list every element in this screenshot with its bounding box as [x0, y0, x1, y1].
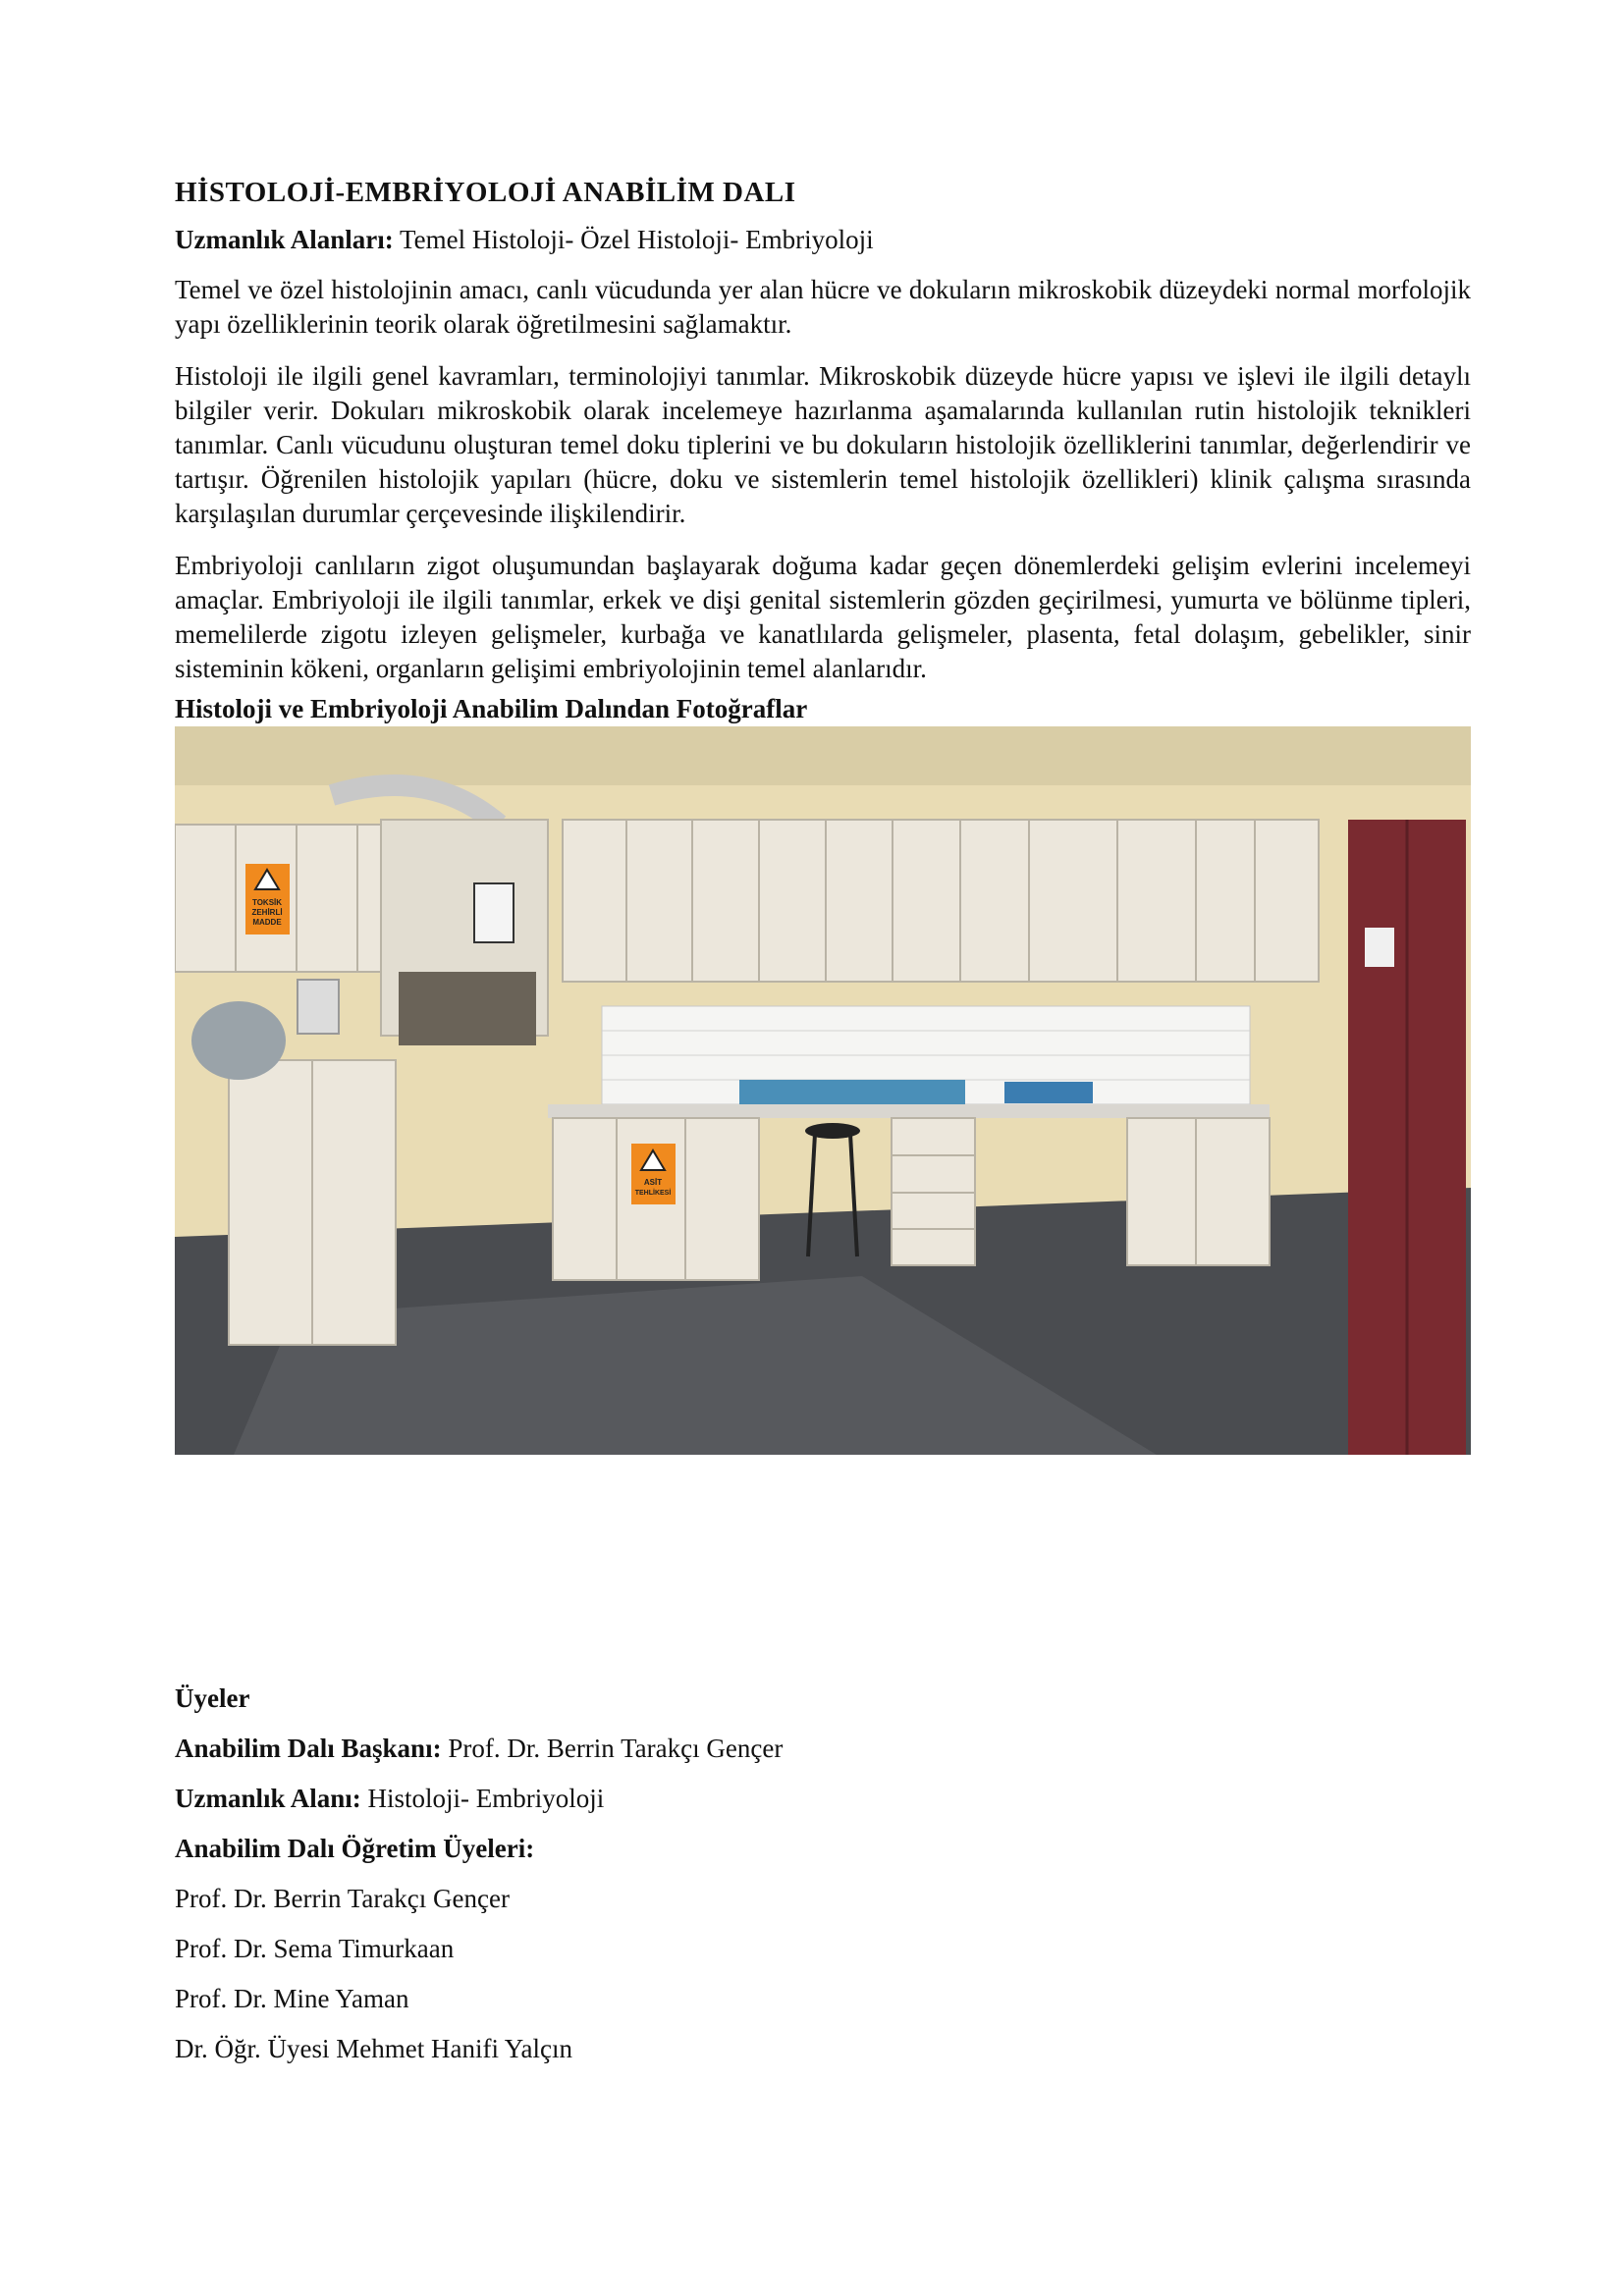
specialty-area-label: Uzmanlık Alanı:	[175, 1784, 361, 1813]
page-title: HİSTOLOJİ-EMBRİYOLOJİ ANABİLİM DALI	[175, 177, 796, 208]
lab-photo	[175, 726, 1471, 1455]
faculty-member: Prof. Dr. Mine Yaman	[175, 1984, 409, 2013]
members-heading: Üyeler	[175, 1683, 250, 1713]
bench-glassware	[739, 1080, 965, 1107]
red-locker	[1348, 820, 1466, 1455]
toxic-sign-line-2: ZEHİRLİ	[251, 908, 283, 917]
faculty-member: Prof. Dr. Sema Timurkaan	[175, 1934, 455, 1963]
acid-sign-line-2: TEHLİKESİ	[634, 1190, 672, 1197]
paragraph-1: Temel ve özel histolojinin amacı, canlı vücudunda yer alan hücre ve dokuların mikroskobik düzeydeki normal morfolojik yapı özelliklerinin teorik olarak öğretilmesini sağlamaktır.	[175, 275, 1471, 339]
hazard-sign	[474, 883, 514, 942]
toxic-sign	[245, 864, 290, 934]
paragraph-2: Histoloji ile ilgili genel kavramları, terminolojiyi tanımlar. Mikroskobik düzeyde hücre yapısı ve işlevi ile ilgili detaylı bilgiler verir. Dokuları mikroskobik olarak incelemeye hazırlanma aşamalarında kullanılan rutin histolojik teknikleri tanımlar. Canlı vücudunu oluşturan temel doku tiplerini ve bu dokuların histolojik özelliklerini tanımlar, değerlendirir ve tartışır. Öğrenilen histolojik yapıları (hücre, doku ve sistemlerin temel histolojik özellikleri) klinik çalışma sırasında karşılaşılan durumlar çerçevesinde ilişkilendirir.	[175, 361, 1471, 528]
department-head	[175, 1734, 783, 1784]
specialty-label: Uzmanlık Alanları:	[175, 225, 394, 254]
photo-heading: Histoloji ve Embriyoloji Anabilim Dalından Fotoğraflar	[175, 694, 808, 723]
faculty-member: Dr. Öğr. Üyesi Mehmet Hanifi Yalçın	[175, 2034, 572, 2063]
lab-equipment	[191, 1001, 286, 1080]
toxic-sign-line-3: MADDE	[252, 918, 282, 927]
countertop	[548, 1104, 1270, 1118]
control-box	[298, 980, 339, 1034]
members-section	[175, 1683, 783, 2084]
department-head-value: Prof. Dr. Berrin Tarakçı Gençer	[448, 1734, 784, 1763]
specialty-area	[175, 1784, 783, 1834]
toxic-sign-line-1: TOKSİK	[251, 898, 283, 907]
acid-sign-line-1: ASİT	[643, 1178, 663, 1187]
document-body	[175, 177, 1471, 1455]
specialty-line	[175, 225, 1471, 255]
faculty-label: Anabilim Dalı Öğretim Üyeleri:	[175, 1834, 535, 1863]
specialty-area-value: Histoloji- Embriyoloji	[367, 1784, 605, 1813]
faculty-member: Prof. Dr. Berrin Tarakçı Gençer	[175, 1884, 510, 1913]
upper-cabinets-left	[175, 825, 415, 972]
upper-cabinets-right	[563, 820, 1319, 982]
department-head-label: Anabilim Dalı Başkanı:	[175, 1734, 442, 1763]
paragraph-3: Embriyoloji canlıların zigot oluşumundan başlayarak doğuma kadar geçen dönemlerdeki gelişim evlerini incelemeyi amaçlar. Embriyoloji ile ilgili tanımlar, erkek ve dişi genital sistemlerin gözden geçirilmesi, yumurta ve bölünme tipleri, memelilerde zigotu izleyen gelişmeler, kurbağa ve kanatlılarda gelişmeler, plasenta, fetal dolaşım, gebelikler, sinir sisteminin kökeni, organların gelişimi embriyolojinin temel alanlarıdır.	[175, 551, 1471, 683]
acid-sign	[631, 1144, 676, 1204]
specialty-value: Temel Histoloji- Özel Histoloji- Embriyoloji	[400, 225, 874, 254]
